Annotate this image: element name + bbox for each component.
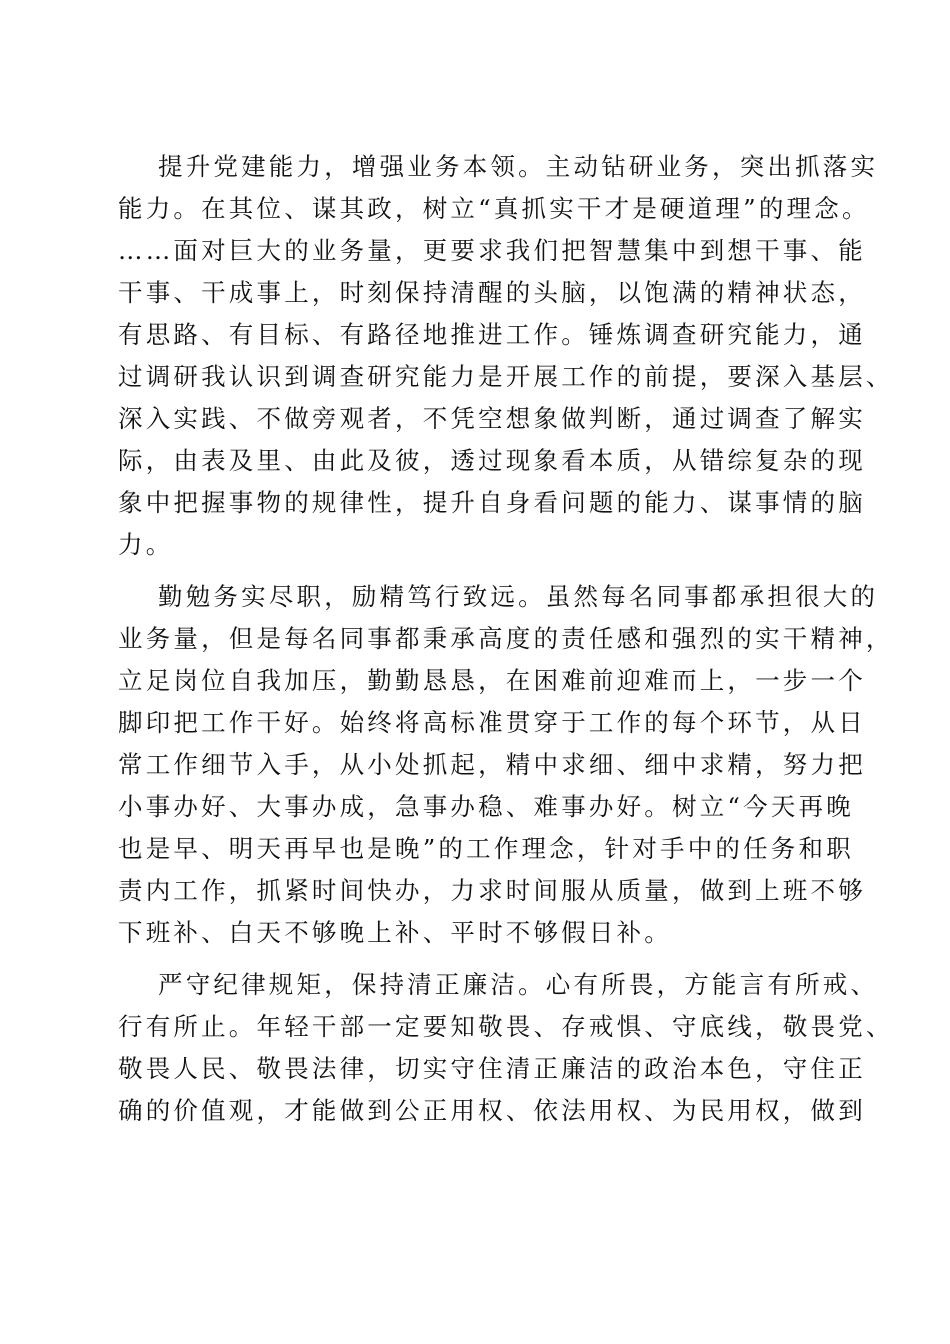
- text-line: 深入实践、不做旁观者，不凭空想象做判断，通过调查了解实: [118, 404, 866, 433]
- text-line: 象中把握事物的规律性，提升自身看问题的能力、谋事情的脑: [118, 488, 866, 517]
- text-line: 力。: [118, 530, 174, 559]
- text-line: 敬畏人民、敬畏法律，切实守住清正廉洁的政治本色，守住正: [118, 1054, 866, 1083]
- paragraph-discipline: [118, 964, 894, 1132]
- text-line: 常工作细节入手，从小处抓起，精中求细、细中求精，努力把: [118, 750, 866, 779]
- text-line: 提升党建能力，增强业务本领。主动钻研业务，突出抓落实: [158, 152, 879, 181]
- paragraph-gap: [118, 954, 838, 964]
- text-line: 下班补、白天不够晚上补、平时不够假日补。: [118, 918, 672, 947]
- text-line: 有思路、有目标、有路径地推进工作。锤炼调查研究能力，通: [118, 320, 866, 349]
- text-line: 脚印把工作干好。始终将高标准贯穿于工作的每个环节，从日: [118, 708, 866, 737]
- text-line: 责内工作，抓紧时间快办，力求时间服从质量，做到上班不够: [118, 876, 866, 905]
- text-line: 勤勉务实尽职，励精笃行致远。虽然每名同事都承担很大的: [158, 582, 879, 611]
- text-line: 小事办好、大事办成，急事办稳、难事办好。树立“今天再晚: [118, 792, 854, 821]
- document-body: [118, 146, 894, 1132]
- text-line: ……面对巨大的业务量，更要求我们把智慧集中到想干事、能: [118, 236, 866, 265]
- text-line: 过调研我认识到调查研究能力是开展工作的前提，要深入基层、: [118, 362, 894, 391]
- paragraph-party-building: [118, 146, 894, 566]
- text-line: 业务量，但是每名同事都秉承高度的责任感和强烈的实干精神，: [118, 624, 894, 653]
- text-line: 立足岗位自我加压，勤勤恳恳，在困难前迎难而上，一步一个: [118, 666, 866, 695]
- text-line: 干事、干成事上，时刻保持清醒的头脑，以饱满的精神状态，: [118, 278, 866, 307]
- text-line: 也是早、明天再早也是晚”的工作理念，针对手中的任务和职: [118, 834, 854, 863]
- text-line: 能力。在其位、谋其政，树立“真抓实干才是硬道理”的理念。: [118, 194, 870, 223]
- text-line: 行有所止。年轻干部一定要知敬畏、存戒惧、守底线，敬畏党、: [118, 1012, 894, 1041]
- text-line: 确的价值观，才能做到公正用权、依法用权、为民用权，做到: [118, 1096, 866, 1125]
- text-line: 严守纪律规矩，保持清正廉洁。心有所畏，方能言有所戒、: [158, 970, 879, 999]
- paragraph-gap: [118, 566, 838, 576]
- text-line: 际，由表及里、由此及彼，透过现象看本质，从错综复杂的现: [118, 446, 866, 475]
- paragraph-diligence: [118, 576, 894, 954]
